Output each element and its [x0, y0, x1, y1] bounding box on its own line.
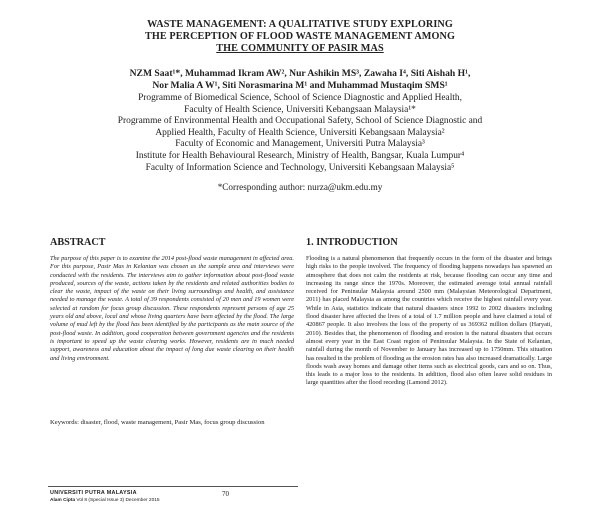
- corresponding-author: *Corresponding author: nurza@ukm.edu.my: [217, 182, 383, 192]
- affiliation-line: Institute for Health Behavioural Research, Ministry of Health, Bangsar, Kuala Lumpur⁴: [135, 150, 465, 161]
- abstract-heading: ABSTRACT: [50, 237, 106, 248]
- footer-divider: [48, 486, 298, 487]
- affiliation-line: Faculty of Information Science and Technology, Universiti Kebangsaan Malaysia⁵: [145, 162, 455, 173]
- footer-journal: [50, 498, 160, 503]
- title-line-3: THE COMMUNITY OF PASIR MAS: [216, 43, 384, 54]
- affiliations: [0, 93, 600, 174]
- paper-title: [0, 19, 600, 55]
- affiliation-line: Programme of Biomedical Science, School of Science Diagnostic and Applied Health,: [138, 93, 462, 103]
- author-list: [0, 68, 600, 91]
- introduction-heading: 1. INTRODUCTION: [306, 237, 398, 248]
- title-line-1: WASTE MANAGEMENT: A QUALITATIVE STUDY EXPLORING: [147, 19, 453, 30]
- authors-line-2: Nor Malia A W¹, Siti Norasmarina M¹ and Muhammad Mustaqim SMS¹: [152, 79, 448, 91]
- affiliation-line: Programme of Environmental Health and Occupational Safety, School of Science Diagnostic and: [117, 116, 483, 127]
- affiliation-line: Faculty of Health Science, Universiti Kebangsaan Malaysia¹*: [184, 104, 416, 115]
- title-line-2: THE PERCEPTION OF FLOOD WASTE MANAGEMENT AMONG: [144, 31, 456, 42]
- authors-line-1: NZM Saat¹*, Muhammad Ikram AW², Nur Ashikin MS³, Zawaha I⁴, Siti Aishah H¹,: [129, 68, 471, 79]
- journal-issue: Vol 8 (Special Issue 3) December 2015: [76, 498, 160, 503]
- page-number: 70: [222, 490, 229, 498]
- affiliation-line: Faculty of Economic and Management, Universiti Putra Malaysia³: [175, 139, 425, 150]
- affiliation-line: Applied Health, Faculty of Health Science, Universiti Kebangsaan Malaysia²: [155, 127, 445, 138]
- footer-university: UNIVERSITI PUTRA MALAYSIA: [50, 490, 137, 496]
- journal-name: Alam Cipta: [50, 498, 76, 503]
- abstract-text: The purpose of this paper is to examine the 2014 post-flood waste management in affected area. For this purpose, Pasir Mas in Kelantan was chosen as the sample area and interviews were conducted with the residents. The interviews aim to gather information about post-flood waste produced, sources of the waste, actions taken by the residents and related authorities bodies to clear the waste, impact of the waste on their living surroundings and health, and assistance needed to manage the waste. A total of 39 respondents consisted of 20 men and 19 women were selected at random for focus group discussion. These respondents represent persons of age 25 years old and above, local and whose living quarters have been affected by the flood. The large volume of mud left by the flood has been identified by the participants as the main source of the post-flood waste. In addition, good cooperation between government agencies and the residents is important to speed up the waste clearing works. However, residents are in much needed support, awareness and education about the impact of long due waste clearing on their health and living environment.: [50, 255, 294, 362]
- keywords: Keywords: disaster, flood, waste management, Pasir Mas, focus group discussion: [50, 419, 265, 426]
- introduction-text: Flooding is a natural phenomenon that frequently occurs in the form of the disaster and brings high risks to the people involved. The frequency of flooding happens nowadays has spawned an atmosphere that does not calm the residents at risk, because flooding can occur any time and increasing its range since the 1970s. Moreover, the estimated average total annual rainfall received for Peninsular Malaysia around 2500 mm (Malaysian Meteorological Department, 2011) has placed Malaysia as among the countries which receive the highest rainfall every year. While in Asia, statistics indicate that natural disasters since 1992 to 2002 disasters including flood disaster have affected the lives of a total of 1.7 million people and have claimed a total of 420867 people. It also involves the loss of the property of us 369362 million dollars (Haryati, 2010). Besides that, the phenomenon of flooding and erosion is the natural disasters that occurs almost every year in the East Coast region of Peninsular Malaysia. In the State of Kelantan, rainfall during the month of November to January has increased up to 1750mm. This situation has resulted in the problem of flooding as the erosion rates has also increased dramatically. Large floods wash away homes and damage other items such as electrical goods, cars and so on. Thus, this leads to a major loss to the residents. In addition, flood also often leave solid residues in large quantities after the flood receding (Lamond 2012).: [306, 255, 552, 387]
